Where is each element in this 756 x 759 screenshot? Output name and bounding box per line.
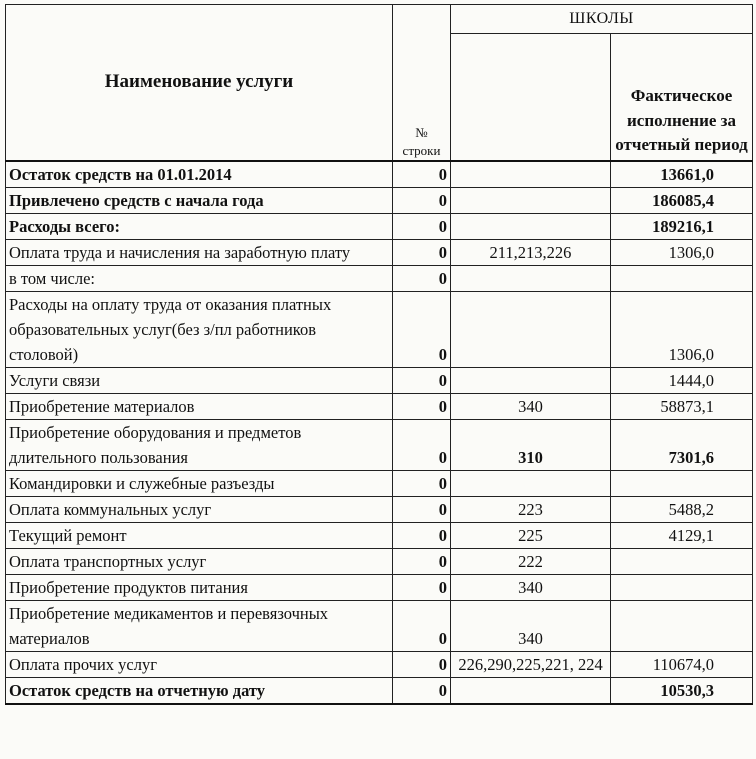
row-name: Приобретение медикаментов и перевязочных материалов [6,600,393,651]
row-value: 4129,1 [611,522,753,548]
row-name: Привлечено средств с начала года [6,187,393,213]
table-row [6,496,753,522]
row-line-number: 0 [393,548,451,574]
row-value: 7301,6 [611,419,753,470]
row-name: Оплата прочих услуг [6,651,393,677]
row-name: Расходы на оплату труда от оказания платных образовательных услуг(без з/пл работников столовой) [6,291,393,367]
header-line-number-label: строки [402,142,441,158]
row-line-number: 0 [393,522,451,548]
table-row [6,470,753,496]
table-row [6,600,753,651]
row-code [451,367,611,393]
row-value: 58873,1 [611,393,753,419]
table-row [6,419,753,470]
table-row [6,651,753,677]
row-name: Приобретение продуктов питания [6,574,393,600]
row-code: 226,290,225,221, 224 [451,651,611,677]
row-value: 1306,0 [611,291,753,367]
row-line-number: 0 [393,470,451,496]
row-code: 225 [451,522,611,548]
row-code [451,187,611,213]
row-value: 186085,4 [611,187,753,213]
table-row [6,187,753,213]
row-value [611,574,753,600]
row-name: Услуги связи [6,367,393,393]
row-line-number: 0 [393,600,451,651]
row-value [611,265,753,291]
row-code: 340 [451,600,611,651]
row-code [451,265,611,291]
row-line-number: 0 [393,239,451,265]
header-service-name: Наименование услуги [6,5,393,161]
row-line-number: 0 [393,393,451,419]
row-code: 310 [451,419,611,470]
row-name: Остаток средств на отчетную дату [6,677,393,704]
row-value [611,548,753,574]
row-line-number: 0 [393,213,451,239]
row-line-number: 0 [393,651,451,677]
table-row [6,367,753,393]
row-value: 189216,1 [611,213,753,239]
header-actual-execution: Фактическое исполнение за отчетный период [611,34,753,161]
header-line-number-symbol: № [415,124,428,140]
row-value: 1444,0 [611,367,753,393]
row-line-number: 0 [393,419,451,470]
table-row [6,213,753,239]
row-line-number: 0 [393,574,451,600]
row-name: Остаток средств на 01.01.2014 [6,161,393,188]
row-line-number: 0 [393,187,451,213]
row-line-number: 0 [393,677,451,704]
header-line-number [393,5,451,161]
row-line-number: 0 [393,496,451,522]
row-value [611,470,753,496]
row-name: Текущий ремонт [6,522,393,548]
table-row [6,239,753,265]
row-name: Командировки и служебные разъезды [6,470,393,496]
table-row [6,393,753,419]
row-code [451,677,611,704]
row-name: в том числе: [6,265,393,291]
row-code: 222 [451,548,611,574]
header-group-schools: ШКОЛЫ [451,5,753,34]
row-value: 5488,2 [611,496,753,522]
row-code: 340 [451,393,611,419]
row-name: Оплата транспортных услуг [6,548,393,574]
row-name: Оплата труда и начисления на заработную плату [6,239,393,265]
row-name: Приобретение оборудования и предметов длительного пользования [6,419,393,470]
report-table [5,4,753,705]
table-row [6,574,753,600]
row-name: Оплата коммунальных услуг [6,496,393,522]
row-value: 10530,3 [611,677,753,704]
row-value [611,600,753,651]
table-row [6,522,753,548]
row-line-number: 0 [393,161,451,188]
row-line-number: 0 [393,265,451,291]
table-row [6,677,753,704]
row-value: 110674,0 [611,651,753,677]
table-row [6,161,753,188]
row-code: 211,213,226 [451,239,611,265]
header-code-empty [451,34,611,161]
row-code [451,161,611,188]
row-value: 13661,0 [611,161,753,188]
table-row [6,291,753,367]
table-row [6,548,753,574]
table-row [6,265,753,291]
row-name: Расходы всего: [6,213,393,239]
row-code [451,291,611,367]
row-code [451,213,611,239]
row-value: 1306,0 [611,239,753,265]
row-line-number: 0 [393,367,451,393]
row-code [451,470,611,496]
row-name: Приобретение материалов [6,393,393,419]
row-code: 340 [451,574,611,600]
row-code: 223 [451,496,611,522]
row-line-number: 0 [393,291,451,367]
